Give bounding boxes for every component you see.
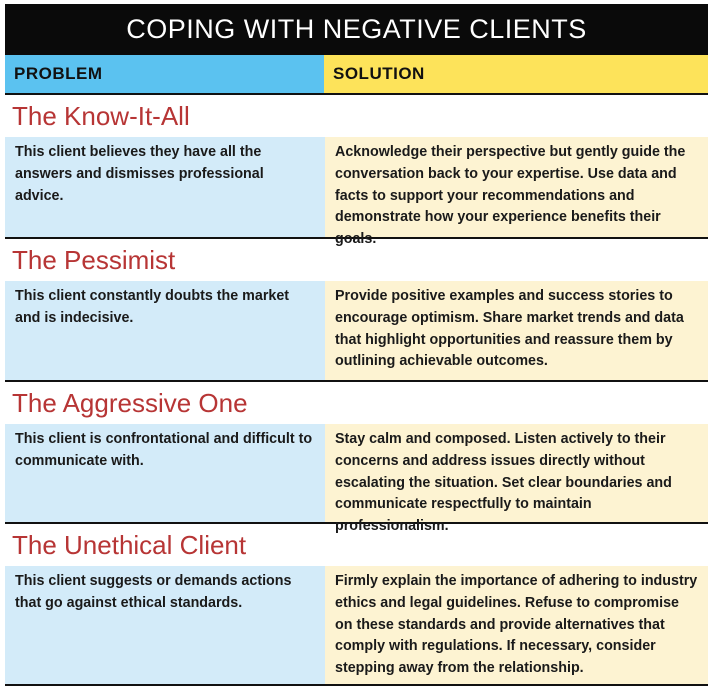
section-know-it-all bbox=[5, 95, 708, 248]
column-headers bbox=[5, 55, 708, 95]
section-title: The Aggressive One bbox=[12, 388, 248, 418]
section-unethical-client bbox=[5, 524, 708, 686]
table-row bbox=[5, 424, 708, 535]
solution-cell: Acknowledge their perspective but gently guide the conversation back to your expertise. Use data and facts to support your recommendations and demonstrate how your experience benefits their goals. bbox=[325, 137, 708, 237]
page-title: COPING WITH NEGATIVE CLIENTS bbox=[5, 4, 708, 55]
table-row bbox=[5, 137, 708, 248]
header-problem: PROBLEM bbox=[5, 55, 324, 93]
problem-cell: This client suggests or demands actions that go against ethical standards. bbox=[5, 566, 325, 684]
header-solution: SOLUTION bbox=[324, 55, 708, 93]
section-title: The Pessimist bbox=[12, 245, 176, 275]
section-pessimist bbox=[5, 239, 708, 382]
solution-cell: Firmly explain the importance of adhering to industry ethics and legal guidelines. Refuse to compromise on these standards and provide alternatives that comply with regulations. If necessary, consider stepping away from the relationship. bbox=[325, 566, 708, 684]
solution-cell: Stay calm and composed. Listen actively to their concerns and address issues directly without escalating the situation. Set clear boundaries and communicate respectfully to maintain professionalism. bbox=[325, 424, 708, 522]
table-row bbox=[5, 281, 708, 380]
problem-cell: This client is confrontational and difficult to communicate with. bbox=[5, 424, 325, 522]
coping-table bbox=[5, 4, 708, 686]
section-title: The Know-It-All bbox=[12, 101, 190, 131]
section-aggressive-one bbox=[5, 382, 708, 535]
problem-cell: This client constantly doubts the market and is indecisive. bbox=[5, 281, 325, 380]
table-row bbox=[5, 566, 708, 684]
section-title: The Unethical Client bbox=[12, 530, 247, 560]
problem-cell: This client believes they have all the answers and dismisses professional advice. bbox=[5, 137, 325, 237]
solution-cell: Provide positive examples and success stories to encourage optimism. Share market trends and data that highlight opportunities and reassure them by outlining achievable outcomes. bbox=[325, 281, 708, 380]
